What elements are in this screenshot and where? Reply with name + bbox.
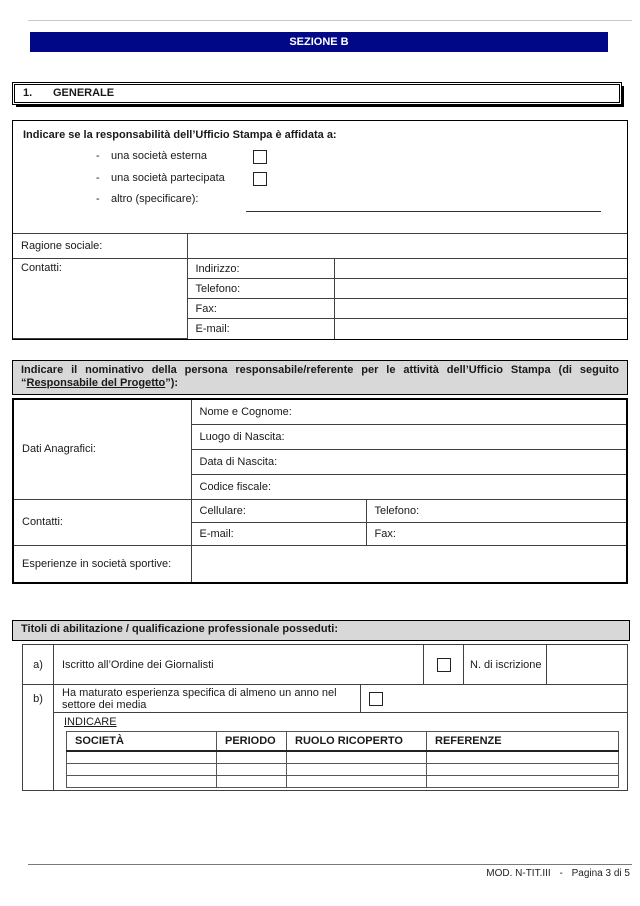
generale-title-box [12, 82, 622, 105]
section-title: GENERALE [53, 87, 115, 99]
esperienza-media-checkbox[interactable] [369, 692, 383, 706]
indicare-cell[interactable] [427, 776, 619, 788]
dash-bullet: - [96, 150, 100, 162]
codice-fiscale-cell[interactable]: Codice fiscale: [191, 474, 627, 499]
indicare-cell[interactable] [67, 751, 217, 764]
titoli-heading: Titoli di abilitazione / qualificazione professionale posseduti: [12, 620, 630, 641]
close-quote: ”): [165, 377, 179, 389]
telefono-value-cell[interactable] [334, 279, 627, 299]
n-iscrizione-label: N. di iscrizione [464, 645, 547, 685]
ragione-sociale-value-cell[interactable] [187, 234, 627, 259]
footer-sep: - [559, 868, 563, 879]
section-banner [30, 32, 608, 52]
nome-cognome-cell[interactable]: Nome e Cognome: [191, 399, 627, 424]
dati-anagrafici-label: Dati Anagrafici: [13, 399, 191, 499]
col-societa: SOCIETÀ [67, 732, 217, 752]
option-label: altro (specificare): [111, 193, 199, 205]
indicare-cell[interactable] [217, 776, 287, 788]
row-a-key: a) [23, 645, 54, 685]
indicare-cell[interactable] [287, 776, 427, 788]
giornalisti-checkbox[interactable] [437, 658, 451, 672]
contatti-societa-table [13, 233, 627, 339]
contatti2-label: Contatti: [13, 499, 191, 545]
indicare-cell[interactable] [287, 764, 427, 776]
col-referenze: REFERENZE [427, 732, 619, 752]
email2-cell[interactable]: E-mail: [191, 522, 366, 545]
email-value-cell[interactable] [334, 319, 627, 339]
option-label: una società partecipata [111, 172, 225, 184]
page-header-rule [28, 20, 632, 21]
col-periodo: PERIODO [217, 732, 287, 752]
row-b-text: Ha maturato esperienza specifica di almeno un anno nel settore dei media [54, 685, 361, 713]
row-b-key: b) [23, 685, 54, 791]
indirizzo-value-cell[interactable] [334, 259, 627, 279]
indicare-table [66, 731, 619, 788]
col-ruolo: RUOLO RICOPERTO [287, 732, 427, 752]
cellulare-cell[interactable]: Cellulare: [191, 499, 366, 522]
indicare-cell[interactable] [67, 764, 217, 776]
generale-title-inner [14, 84, 620, 103]
responsabile-heading-box [12, 360, 628, 395]
indicare-cell[interactable] [287, 751, 427, 764]
footer-mod: MOD. N-TIT.III [486, 868, 551, 879]
dash-bullet: - [96, 172, 100, 184]
telefono-label: Telefono: [187, 279, 334, 299]
esperienze-value-cell[interactable] [191, 545, 627, 583]
indicare-cell[interactable] [427, 764, 619, 776]
societa-partecipata-checkbox[interactable] [253, 172, 267, 186]
banner-title: SEZIONE B [289, 36, 349, 48]
titoli-table [22, 644, 628, 791]
indicare-cell[interactable] [217, 764, 287, 776]
indicare-label: INDICARE [64, 716, 117, 728]
indicare-area [54, 713, 628, 791]
row-a-text: Iscritto all’Ordine dei Giornalisti [54, 645, 424, 685]
option-societa-esterna [13, 150, 627, 166]
responsabile-heading-line1: Indicare il nominativo della persona responsabile/referente per le attività dell’Ufficio Stampa (di seguito [21, 364, 619, 376]
fax-label: Fax: [187, 299, 334, 319]
data-nascita-cell[interactable]: Data di Nascita: [191, 449, 627, 474]
footer-page-number: Pagina 3 di 5 [571, 868, 630, 879]
societa-esterna-checkbox[interactable] [253, 150, 267, 164]
luogo-nascita-cell[interactable]: Luogo di Nascita: [191, 424, 627, 449]
page-footer [480, 868, 630, 879]
esperienze-label: Esperienze in società sportive: [13, 545, 191, 583]
dash-bullet: - [96, 193, 100, 205]
option-societa-partecipata [13, 172, 627, 188]
altro-write-in-line[interactable] [246, 211, 601, 212]
section-number: 1. [23, 87, 33, 99]
page-footer-rule [28, 864, 632, 865]
option-label: una società esterna [111, 150, 208, 162]
ufficio-stampa-heading: Indicare se la responsabilità dell’Ufficio Stampa è affidata a: [23, 129, 337, 141]
contatti-label: Contatti: [13, 259, 187, 339]
indirizzo-label: Indirizzo: [187, 259, 334, 279]
row-b-checkbox-cell [361, 685, 628, 713]
fax-value-cell[interactable] [334, 299, 627, 319]
responsabile-del-progetto: Responsabile del Progetto [26, 377, 166, 389]
fax2-cell[interactable]: Fax: [366, 522, 627, 545]
option-altro [13, 193, 627, 209]
indicare-cell[interactable] [217, 751, 287, 764]
n-iscrizione-value-cell[interactable] [547, 645, 628, 685]
ragione-sociale-label: Ragione sociale: [13, 234, 187, 259]
responsabile-table [12, 398, 628, 584]
responsabile-heading-line2 [21, 377, 619, 390]
row-a-checkbox-cell [424, 645, 464, 685]
open-quote: “ [21, 377, 27, 389]
email-label: E-mail: [187, 319, 334, 339]
telefono2-cell[interactable]: Telefono: [366, 499, 627, 522]
indicare-cell[interactable] [67, 776, 217, 788]
ufficio-stampa-box [12, 120, 628, 340]
indicare-cell[interactable] [427, 751, 619, 764]
